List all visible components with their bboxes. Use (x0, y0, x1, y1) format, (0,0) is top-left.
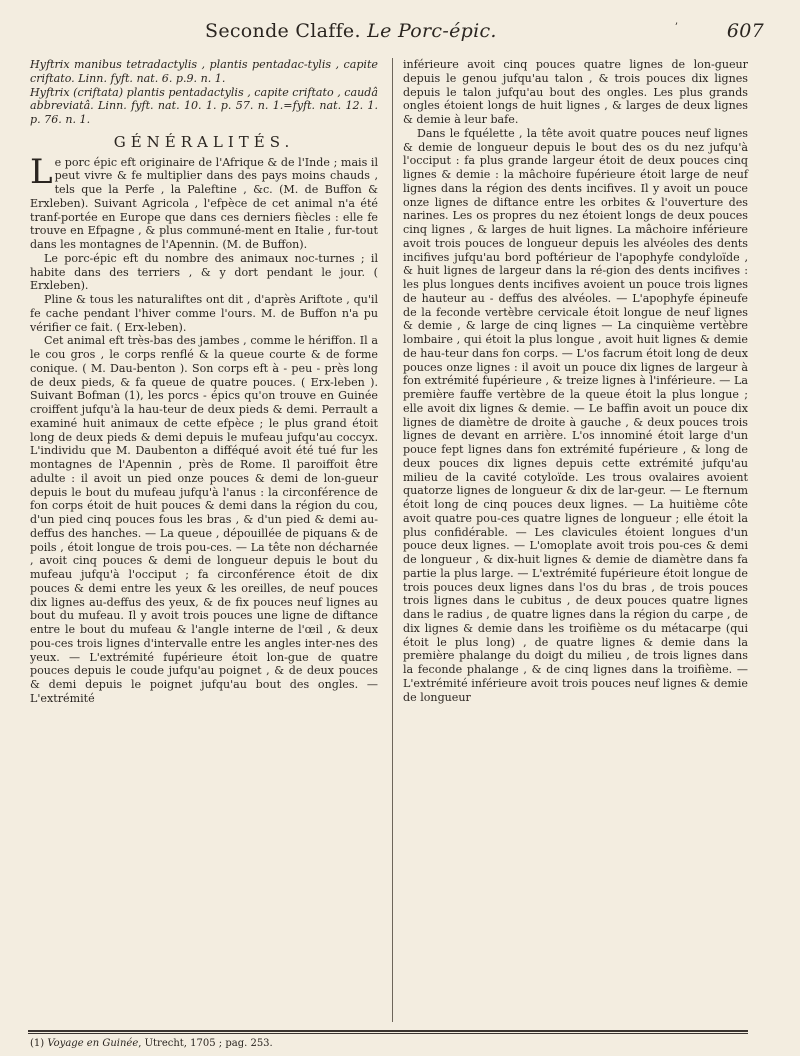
left-column (30, 58, 378, 706)
section-heading: GÉNÉRALITÉS. (113, 132, 295, 151)
body-paragraph: Le porc épic eft originaire de l'Afrique & de l'Inde ; mais il peut vivre & fe multiplier dans des pays moins chauds , tels que la Perfe , la Paleftine , &c. (M. de Buffon & Erxleben). Suivant Agricola , l'efpèce de cet animal n'a été tranf-portée en Europe que dans ces derniers fiècles : elle fe trouve en Efpagne , & plus communé-ment en Italie , fur-tout dans les montagnes de l'Apennin. (M. de Buffon). (30, 151, 378, 251)
animal-title: Le Porc-épic. (367, 20, 497, 42)
footnote-title: Voyage en Guinée (47, 1038, 139, 1049)
right-column (403, 58, 748, 704)
page-number: 607 (726, 20, 764, 42)
running-title (205, 20, 497, 42)
running-header (40, 16, 768, 52)
footnote-divider (28, 1030, 748, 1034)
body-paragraph: Le porc-épic eft du nombre des animaux noc-turnes ; il habite dans des terriers , & y dort pendant le jour. ( Erxleben). (30, 251, 378, 293)
synonymy-entry: Hyftrix manibus tetradactylis , plantis pentadac-tylis , capite criftato. Linn. fyft. nat. 6. p.9. n. 1. (30, 58, 378, 85)
footnote-marker: (1) (30, 1038, 45, 1049)
body-paragraph: Dans le fquélette , la tête avoit quatre pouces neuf lignes & demie de longueur depuis le bout des os du nez jufqu'à l'occiput : fa plus grande largeur étoit de deux pouces cinq lignes & demie : la mâchoire fupérieure étoit large de neuf lignes dans la région des dents incifives. Il y avoit un pouce onze lignes de diftance entre les orbites & l'ouverture des narines. Les os propres du nez étoient longs de deux pouces cinq lignes , & larges de huit lignes. La mâchoire inférieure avoit trois pouces de longueur depuis les alvéoles des dents incifives jufqu'au bord poftérieur de l'apophyfe condyloïde , & huit lignes de largeur dans la ré-gion des dents incifives : les plus longues dents incifives avoient un pouce trois lignes de hauteur au - deffus des alvéoles. — L'apophyfe épineufe de la feconde vertèbre cervicale étoit longue de neuf lignes & demie , & large de cinq lignes — La cinquième vertèbre lombaire , qui étoit la plus longue , avoit huit lignes & demie de hau-teur dans fon corps. — L'os facrum étoit long de deux pouces onze lignes : il avoit un pouce dix lignes de largeur à fon extrémité fupérieure , & treize lignes à l'inférieure. — La première fauffe vertèbre de la queue étoit la plus longue ; elle avoit dix lignes & demie. — Le baffin avoit un pouce dix lignes de diamètre de droite à gauche , & deux pouces trois lignes de devant en arrière. L'os innominé étoit large d'un pouce fept lignes dans fon extrémité fupérieure , & long de deux pouces dix lignes depuis cette extrémité jufqu'au milieu de la cavité cotyloïde. Les trous ovalaires avoient quatorze lignes de longueur & dix de lar-geur. — Le fternum étoit long de cinq pouces deux lignes. — La huitième côte avoit quatre pou-ces quatre lignes de longueur ; elle étoit la plus confidérable. — Les clavicules étoient longues d'un pouce deux lignes. — L'omoplate avoit trois pou-ces & demi de longueur , & dix-huit lignes & demie de diamètre dans fa partie la plus large. — L'extrémité fupérieure étoit longue de trois pouces deux lignes dans l'os du bras , de trois pouces trois lignes dans le cubitus , de deux pouces quatre lignes dans le radius , de quatre lignes dans la région du carpe , de dix lignes & demie dans les troifième os du métacarpe (qui étoit le plus long) , de quatre lignes & demie dans la première phalange du doigt du milieu , de trois lignes dans la feconde phalange , & de cinq lignes dans la troifième. — L'extrémité inférieure avoit trois pouces neuf lignes & demie de longueur (403, 126, 748, 704)
body-paragraph: Pline & tous les naturaliftes ont dit , d'après Ariftote , qu'il fe cache pendant l'hiver comme l'ours. M. de Buffon n'a pu vérifier ce fait. ( Erx-leben). (30, 293, 378, 334)
body-paragraph: inférieure avoit cinq pouces quatre lignes de lon-gueur depuis le genou jufqu'au talon , & trois pouces dix lignes depuis le talon jufqu'au bout des ongles. Les plus grands ongles étoient longs de huit lignes , & larges de deux lignes & demie à leur bafe. (403, 58, 748, 126)
body-paragraph: Cet animal eft très-bas des jambes , comme le hériffon. Il a le cou gros , le corps renflé & la queue courte & de forme conique. ( M. Dau-benton ). Son corps eft à - peu - près long de deux pieds, & fa queue de quatre pouces. ( Erx-leben ). Suivant Bofman (1), les porcs - épics qu'on trouve en Guinée croiffent jufqu'à la hau-teur de deux pieds & demi. Perrault a examiné huit animaux de cette efpèce ; le plus grand étoit long de deux pieds & demi depuis le mufeau jufqu'au coccyx. L'individu que M. Daubenton a difféqué avoit été tué fur les montagnes de l'Apennin , près de Rome. Il paroiffoit être adulte : il avoit un pied onze pouces & demi de lon-gueur depuis le bout du mufeau jufqu'à l'anus : la circonférence de fon corps étoit de huit pouces & demi dans la région du cou, d'un pied cinq pouces fous les bras , & d'un pied & demi au-deffus des hanches. — La queue , dépouillée de piquans & de poils , étoit longue de trois pou-ces. — La tête non décharnée , avoit cinq pouces & demi de longueur depuis le bout du mufeau jufqu'à l'occiput ; fa circonférence étoit de dix pouces & demi entre les yeux & les oreilles, de neuf pouces dix lignes au-deffus des yeux, & de fix pouces neuf lignes au bout du mufeau. Il y avoit trois pouces une ligne de diftance entre le bout du mufeau & l'angle interne de l'œil , & deux pou-ces trois lignes d'intervalle entre les angles inter-nes des yeux. — L'extrémité fupérieure étoit lon-gue de quatre pouces depuis le coude jufqu'au poignet , & de deux pouces & demi depuis le poignet jufqu'au bout des ongles. — L'extrémité (30, 334, 378, 705)
header-mark: ʼ (674, 22, 678, 33)
footnote (30, 1038, 273, 1049)
class-title: Seconde Claffe. (205, 20, 361, 42)
column-rule (392, 58, 393, 1022)
synonymy-entry: Hyftrix (criftata) plantis pentadactylis , capite criftato , caudâ abbreviatâ. Linn. fyft. nat. 10. 1. p. 57. n. 1.=fyft. nat. 12. 1. p. 76. n. 1. (30, 85, 378, 126)
footnote-citation: , Utrecht, 1705 ; pag. 253. (138, 1038, 273, 1049)
